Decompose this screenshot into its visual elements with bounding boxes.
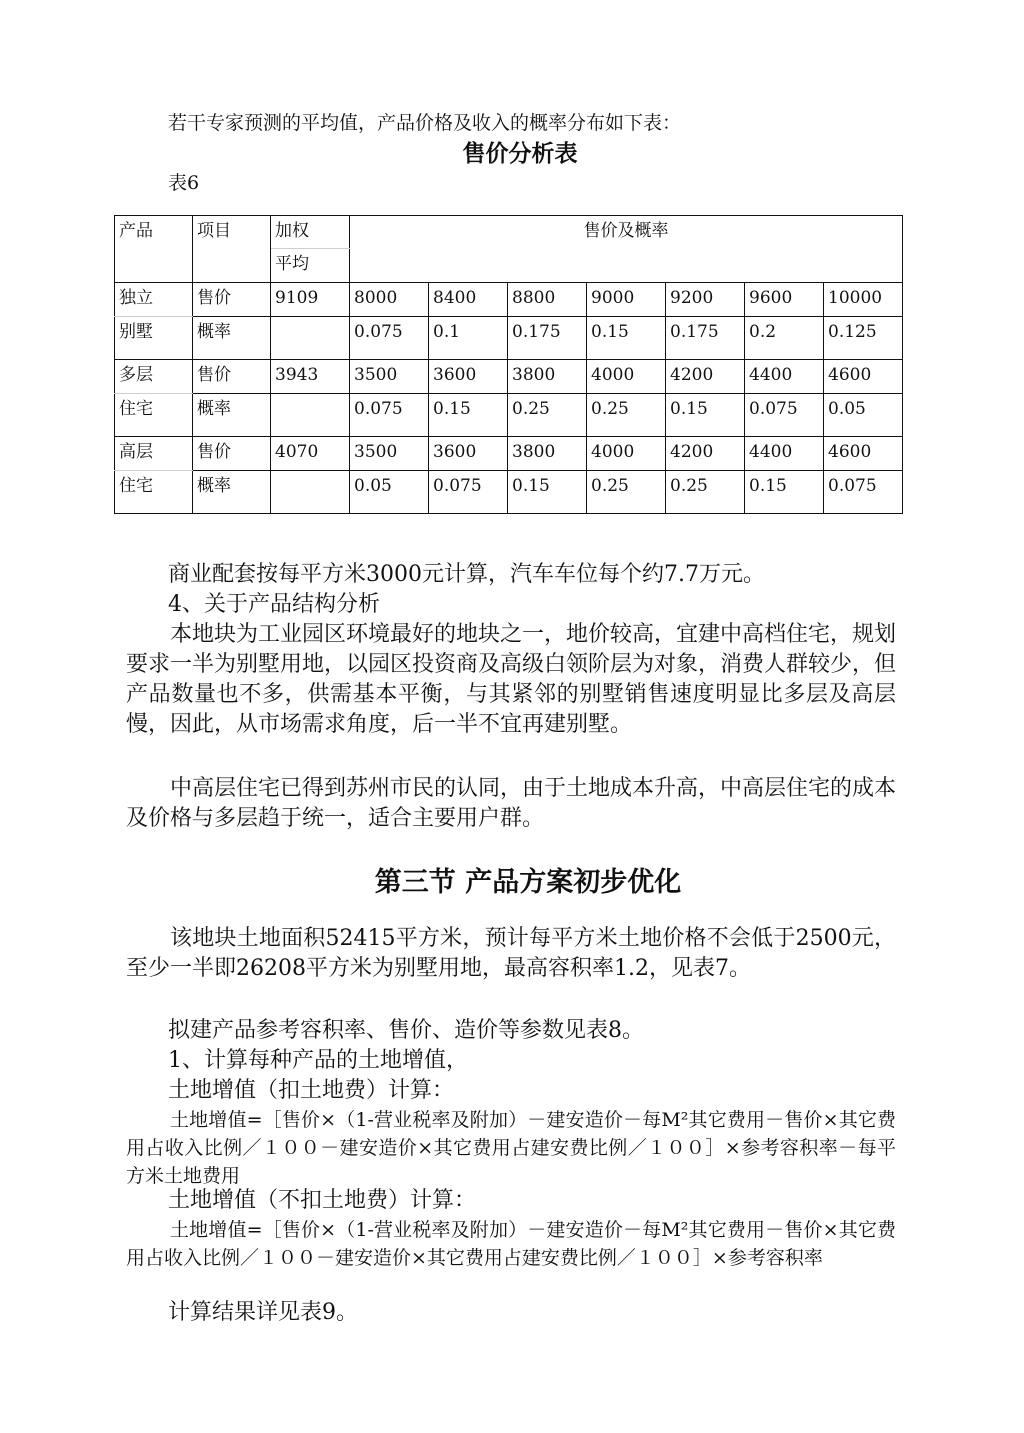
formula-2: 土地增值=［售价×（1-营业税率及附加）－建安造价－每M²其它费用－售价×其它费用占收入比例／１００－建安造价×其它费用占建安费比例／１００］×参考容积率 xyxy=(126,1219,896,1269)
price-cell: 4200 xyxy=(666,437,745,471)
prob-cell: 0.15 xyxy=(745,471,824,514)
table-row xyxy=(115,283,903,317)
table-header-row xyxy=(115,216,903,249)
area-paragraph: 该地块土地面积52415平方米，预计每平方米土地价格不会低于2500元，至少一半即26208平方米为别墅用地，最高容积率1.2，见表7。 xyxy=(126,926,896,981)
item-cell: 概率 xyxy=(193,394,271,437)
product-cell: 别墅 xyxy=(115,317,193,360)
price-cell: 9000 xyxy=(587,283,666,317)
prob-cell: 0.075 xyxy=(429,471,508,514)
prob-cell: 0.25 xyxy=(587,471,666,514)
formula-1: 土地增值=［售价×（1-营业税率及附加）－建安造价－每M²其它费用－售价×其它费用占收入比例／１００－建安造价×其它费用占建安费比例／１００］×参考容积率－每平方米土地费用 xyxy=(126,1109,896,1187)
table-title: 售价分析表 xyxy=(462,141,578,167)
price-cell: 9600 xyxy=(745,283,824,317)
price-cell: 10000 xyxy=(824,283,903,317)
product-cell: 独立 xyxy=(115,283,193,317)
prob-cell: 0.1 xyxy=(429,317,508,360)
calc-1-title: 土地增值（扣土地费）计算： xyxy=(168,1078,455,1103)
prob-cell: 0.125 xyxy=(824,317,903,360)
product-cell: 高层 xyxy=(115,437,193,471)
price-cell: 3500 xyxy=(350,437,429,471)
weighted-avg-cell: 4070 xyxy=(271,437,350,471)
prob-cell: 0.05 xyxy=(350,471,429,514)
table-row xyxy=(115,360,903,394)
prob-cell: 0.175 xyxy=(508,317,587,360)
price-cell: 8400 xyxy=(429,283,508,317)
prob-cell: 0.25 xyxy=(666,471,745,514)
calc-2-title: 土地增值（不扣土地费）计算： xyxy=(168,1188,477,1213)
price-cell: 3800 xyxy=(508,360,587,394)
table-row xyxy=(115,471,903,514)
price-cell: 4400 xyxy=(745,437,824,471)
price-cell: 4200 xyxy=(666,360,745,394)
price-cell: 8800 xyxy=(508,283,587,317)
header-weighted-1: 加权 xyxy=(271,216,350,249)
highrise-paragraph: 中高层住宅已得到苏州市民的认同，由于土地成本升高，中高层住宅的成本及价格与多层趋于统一，适合主要用户群。 xyxy=(126,776,897,831)
product-cell: 住宅 xyxy=(115,394,193,437)
item-cell: 售价 xyxy=(193,283,271,317)
prob-cell: 0.25 xyxy=(587,394,666,437)
table-row xyxy=(115,317,903,360)
product-cell: 多层 xyxy=(115,360,193,394)
weighted-avg-cell xyxy=(271,471,350,514)
prob-cell: 0.15 xyxy=(666,394,745,437)
prob-cell: 0.15 xyxy=(508,471,587,514)
prob-cell: 0.175 xyxy=(666,317,745,360)
prob-cell: 0.15 xyxy=(587,317,666,360)
prob-cell: 0.075 xyxy=(745,394,824,437)
item-cell: 售价 xyxy=(193,437,271,471)
item-cell: 售价 xyxy=(193,360,271,394)
step-1: 1、计算每种产品的土地增值， xyxy=(168,1048,468,1073)
product-cell: 住宅 xyxy=(115,471,193,514)
params-paragraph: 拟建产品参考容积率、售价、造价等参数见表8。 xyxy=(168,1018,644,1043)
price-cell: 3600 xyxy=(429,360,508,394)
price-analysis-table xyxy=(114,215,903,514)
header-weighted-2: 平均 xyxy=(271,249,350,283)
prob-cell: 0.075 xyxy=(350,394,429,437)
prob-cell: 0.075 xyxy=(350,317,429,360)
prob-cell: 0.25 xyxy=(508,394,587,437)
price-cell: 4600 xyxy=(824,360,903,394)
weighted-avg-cell xyxy=(271,317,350,360)
item-cell: 概率 xyxy=(193,317,271,360)
price-cell: 4600 xyxy=(824,437,903,471)
section-4-title: 4、关于产品结构分析 xyxy=(168,592,380,617)
table-row xyxy=(115,437,903,471)
land-paragraph: 本地块为工业园区环境最好的地块之一，地价较高，宜建中高档住宅，规划要求一半为别墅用地，以园区投资商及高级白领阶层为对象，消费人群较少，但产品数量也不多，供需基本平衡，与其紧邻的别墅销售速度明显比多层及高层慢，因此，从市场需求角度，后一半不宜再建别墅。 xyxy=(126,622,897,737)
result-line: 计算结果详见表9。 xyxy=(168,1300,358,1325)
price-cell: 9200 xyxy=(666,283,745,317)
weighted-avg-cell xyxy=(271,394,350,437)
price-cell: 3600 xyxy=(429,437,508,471)
item-cell: 概率 xyxy=(193,471,271,514)
price-cell: 3500 xyxy=(350,360,429,394)
header-price-prob: 售价及概率 xyxy=(350,216,903,283)
prob-cell: 0.05 xyxy=(824,394,903,437)
table-row xyxy=(115,394,903,437)
section-heading: 第三节 产品方案初步优化 xyxy=(374,867,682,898)
table-label: 表6 xyxy=(168,172,200,194)
price-cell: 4400 xyxy=(745,360,824,394)
commercial-paragraph: 商业配套按每平方米3000元计算，汽车车位每个约7.7万元。 xyxy=(168,562,765,587)
prob-cell: 0.15 xyxy=(429,394,508,437)
weighted-avg-cell: 9109 xyxy=(271,283,350,317)
prob-cell: 0.2 xyxy=(745,317,824,360)
price-cell: 4000 xyxy=(587,437,666,471)
price-cell: 4000 xyxy=(587,360,666,394)
header-product: 产品 xyxy=(115,216,193,283)
intro-text: 若干专家预测的平均值，产品价格及收入的概率分布如下表： xyxy=(168,112,682,134)
header-item: 项目 xyxy=(193,216,271,283)
prob-cell: 0.075 xyxy=(824,471,903,514)
price-cell: 3800 xyxy=(508,437,587,471)
weighted-avg-cell: 3943 xyxy=(271,360,350,394)
price-cell: 8000 xyxy=(350,283,429,317)
